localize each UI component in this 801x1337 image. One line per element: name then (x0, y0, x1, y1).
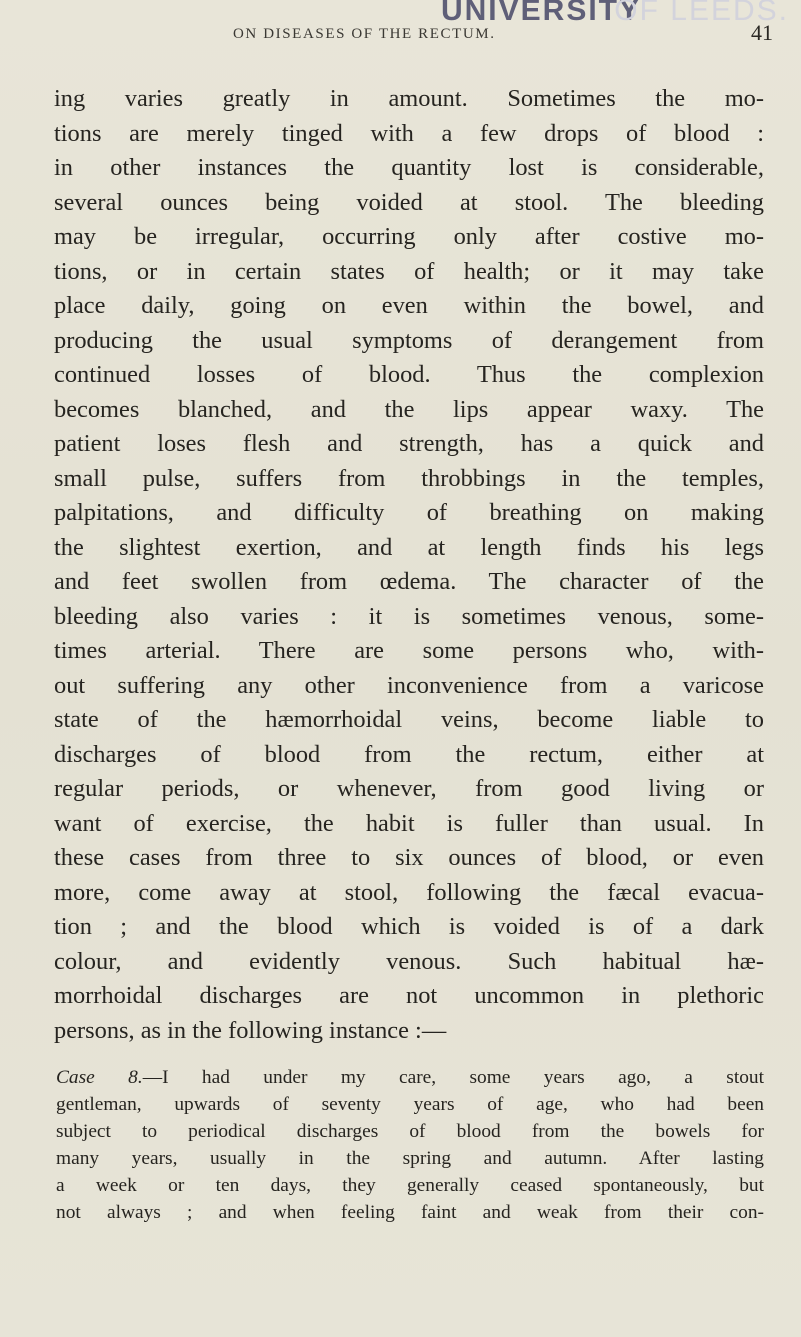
case-line: a week or ten days, they generally ceased spontaneously, but (56, 1175, 764, 1196)
text-line: more, come away at stool, following the fæcal evacua- (54, 878, 764, 906)
text-line: bleeding also varies : it is sometimes venous, some- (54, 602, 764, 630)
page-number: 41 (751, 20, 773, 45)
case-label: Case 8. (56, 1067, 143, 1088)
case-line: subject to periodical discharges of blood from the bowels for (56, 1121, 764, 1142)
text-line: tion ; and the blood which is voided is of a dark (54, 913, 764, 940)
text-line: discharges of blood from the rectum, either at (54, 740, 764, 768)
text-line-last: persons, as in the following instance :— (54, 1016, 447, 1044)
text-line: the slightest exertion, and at length finds his legs (54, 533, 764, 561)
text-line: several ounces being voided at stool. The bleeding (54, 188, 764, 216)
text-line: small pulse, suffers from throbbings in the temples, (54, 464, 764, 492)
text-line: and feet swollen from œdema. The character of the (54, 568, 764, 595)
running-head: ON DISEASES OF THE RECTUM. (233, 26, 496, 42)
text-line: continued losses of blood. Thus the complexion (54, 361, 764, 388)
case-line: many years, usually in the spring and autumn. After lasting (56, 1148, 764, 1169)
library-watermark (0, 0, 801, 28)
text-line: morrhoidal discharges are not uncommon in plethoric (54, 982, 764, 1009)
case-report (56, 1064, 764, 1226)
text-line: want of exercise, the habit is fuller than usual. In (54, 809, 764, 837)
text-line: regular periods, or whenever, from good living or (54, 775, 764, 802)
text-line: in other instances the quantity lost is considerable, (54, 154, 764, 181)
text-line: patient loses flesh and strength, has a quick and (54, 430, 764, 457)
text-line: producing the usual symptoms of derangement from (54, 326, 764, 354)
watermark-of-leeds: OF LEEDS. (614, 0, 789, 27)
text-line: tions, or in certain states of health; or it may take (54, 257, 764, 285)
text-line: these cases from three to six ounces of blood, or even (54, 844, 764, 871)
case-line: not always ; and when feeling faint and weak from their con- (56, 1202, 764, 1223)
text-line: state of the hæmorrhoidal veins, become liable to (54, 706, 764, 733)
text-line: palpitations, and difficulty of breathing on making (54, 499, 764, 526)
text-line: times arterial. There are some persons who, with- (54, 637, 764, 664)
text-line: becomes blanched, and the lips appear waxy. The (54, 395, 764, 423)
case-first-line (56, 1064, 764, 1091)
text-line: may be irregular, occurring only after costive mo- (54, 223, 764, 250)
text-line: tions are merely tinged with a few drops of blood : (54, 119, 764, 147)
case-line: gentleman, upwards of seventy years of age, who had been (56, 1094, 764, 1115)
text-line: out suffering any other inconvenience from a varicose (54, 671, 764, 699)
text-line: ing varies greatly in amount. Sometimes the mo- (54, 85, 764, 112)
text-line: place daily, going on even within the bowel, and (54, 292, 764, 319)
watermark-university: UNIVERSITY (440, 0, 641, 27)
text-line: colour, and evidently venous. Such habitual hæ- (54, 947, 764, 975)
case-first-line-text: —I had under my care, some years ago, a stout (142, 1067, 764, 1088)
body-paragraph (54, 82, 764, 1048)
